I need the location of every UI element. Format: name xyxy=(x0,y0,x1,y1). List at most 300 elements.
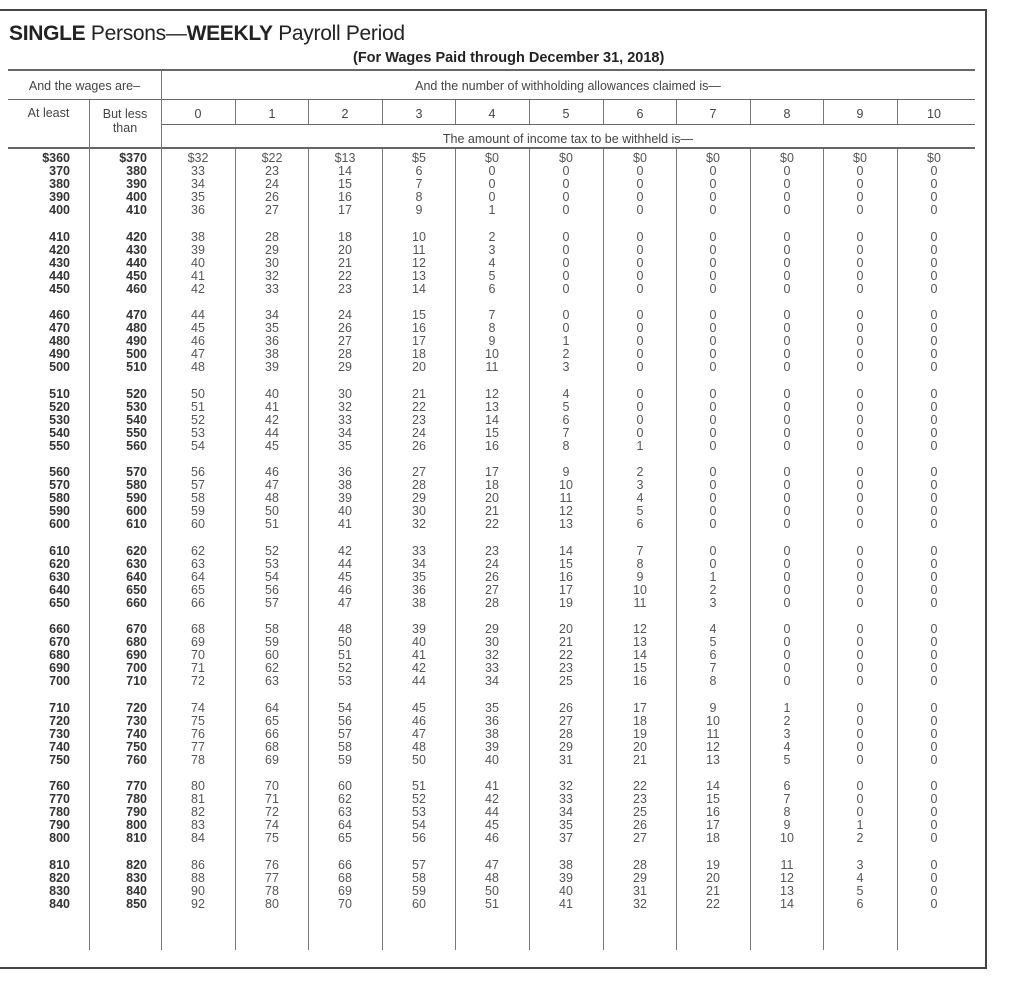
cell-amount-allowance-8: 0 xyxy=(783,674,791,689)
cell-at-least: 630 xyxy=(49,569,70,584)
cell-amount-allowance-8: 4 xyxy=(783,739,791,754)
cell-amount-allowance-6: 0 xyxy=(636,347,644,362)
allowance-column-header: 1 xyxy=(268,107,276,121)
cell-amount-allowance-2: 69 xyxy=(338,883,352,898)
cell-at-least: 810 xyxy=(49,857,70,872)
cell-amount-allowance-4: 34 xyxy=(485,674,499,689)
cell-but-less-than: 480 xyxy=(126,321,147,336)
cell-at-least: 500 xyxy=(49,360,70,375)
cell-at-least: 700 xyxy=(49,674,70,689)
cell-amount-allowance-8: 0 xyxy=(783,622,791,636)
cell-amount-allowance-6: 14 xyxy=(633,648,647,663)
cell-amount-allowance-10: 0 xyxy=(930,517,938,532)
cell-but-less-than: 420 xyxy=(126,229,147,244)
allowance-column-header: 7 xyxy=(709,107,717,121)
cell-at-least: 560 xyxy=(49,465,70,479)
allowance-column-header: 2 xyxy=(341,107,349,121)
cell-amount-allowance-7: 13 xyxy=(706,752,720,767)
cell-at-least: 770 xyxy=(49,792,70,807)
cell-amount-allowance-0: 45 xyxy=(191,321,205,336)
cell-amount-allowance-10: 0 xyxy=(930,425,938,440)
cell-amount-allowance-5: 25 xyxy=(559,674,573,689)
cell-amount-allowance-9: 0 xyxy=(856,635,864,650)
cell-amount-allowance-9: 0 xyxy=(856,281,864,296)
cell-amount-allowance-6: 0 xyxy=(636,229,644,244)
cell-but-less-than: 530 xyxy=(126,399,147,414)
allowance-column-header: 10 xyxy=(927,107,941,121)
cell-amount-allowance-0: 92 xyxy=(191,896,205,911)
cell-amount-allowance-4: 33 xyxy=(485,661,499,676)
cell-amount-allowance-0: 39 xyxy=(191,242,205,257)
cell-amount-allowance-5: 39 xyxy=(559,870,573,885)
cell-amount-allowance-0: 44 xyxy=(191,308,205,322)
cell-amount-allowance-1: 52 xyxy=(265,543,279,558)
cell-amount-allowance-4: 4 xyxy=(488,255,496,270)
cell-amount-allowance-0: 88 xyxy=(191,870,205,885)
cell-amount-allowance-8: $0 xyxy=(780,151,794,165)
cell-amount-allowance-0: 59 xyxy=(191,504,205,519)
cell-amount-allowance-4: 45 xyxy=(485,818,499,833)
cell-amount-allowance-6: 25 xyxy=(633,805,647,820)
cell-amount-allowance-4: 12 xyxy=(485,386,499,401)
cell-amount-allowance-2: 36 xyxy=(338,465,352,479)
cell-amount-allowance-8: 13 xyxy=(780,883,794,898)
cell-amount-allowance-7: 8 xyxy=(709,674,717,689)
cell-amount-allowance-7: 12 xyxy=(706,739,720,754)
cell-amount-allowance-7: 17 xyxy=(706,818,720,833)
cell-amount-allowance-4: 50 xyxy=(485,883,499,898)
cell-amount-allowance-10: 0 xyxy=(930,739,938,754)
cell-amount-allowance-3: 47 xyxy=(412,726,426,741)
cell-amount-allowance-2: 34 xyxy=(338,425,352,440)
cell-amount-allowance-1: 48 xyxy=(265,491,279,506)
cell-amount-allowance-5: 3 xyxy=(562,360,570,375)
cell-at-least: 410 xyxy=(49,229,70,244)
cell-amount-allowance-1: 35 xyxy=(265,321,279,336)
cell-amount-allowance-8: 9 xyxy=(783,818,791,833)
cell-amount-allowance-8: 0 xyxy=(783,543,791,558)
cell-amount-allowance-7: 2 xyxy=(709,582,717,597)
cell-amount-allowance-10: 0 xyxy=(930,582,938,597)
cell-amount-allowance-2: $13 xyxy=(334,151,356,165)
cell-amount-allowance-0: 54 xyxy=(191,438,205,453)
cell-amount-allowance-10: 0 xyxy=(930,569,938,584)
cell-amount-allowance-10: 0 xyxy=(930,831,938,846)
allowance-column-header: 6 xyxy=(636,107,644,121)
cell-but-less-than: 620 xyxy=(126,543,147,558)
cell-amount-allowance-10: 0 xyxy=(930,870,938,885)
cell-amount-allowance-2: 22 xyxy=(338,268,352,283)
cell-amount-allowance-6: 0 xyxy=(636,177,644,192)
cell-amount-allowance-5: 8 xyxy=(562,438,570,453)
cell-amount-allowance-6: 0 xyxy=(636,255,644,270)
cell-amount-allowance-7: 4 xyxy=(709,622,717,636)
cell-at-least: 600 xyxy=(49,517,70,532)
cell-amount-allowance-5: 0 xyxy=(562,203,570,218)
cell-amount-allowance-7: 0 xyxy=(709,478,717,493)
cell-amount-allowance-9: 5 xyxy=(856,883,864,898)
cell-amount-allowance-5: 33 xyxy=(559,792,573,807)
cell-amount-allowance-5: 0 xyxy=(562,308,570,322)
cell-amount-allowance-7: 14 xyxy=(706,779,720,793)
cell-amount-allowance-7: 0 xyxy=(709,255,717,270)
cell-amount-allowance-4: 22 xyxy=(485,517,499,532)
cell-amount-allowance-3: 53 xyxy=(412,805,426,820)
cell-at-least: 760 xyxy=(49,779,70,793)
cell-amount-allowance-3: 11 xyxy=(412,242,426,257)
cell-amount-allowance-9: 0 xyxy=(856,713,864,728)
cell-amount-allowance-2: 60 xyxy=(338,779,352,793)
cell-amount-allowance-0: 76 xyxy=(191,726,205,741)
cell-amount-allowance-9: 0 xyxy=(856,229,864,244)
cell-amount-allowance-10: 0 xyxy=(930,648,938,663)
cell-amount-allowance-7: 0 xyxy=(709,190,717,205)
cell-amount-allowance-4: 38 xyxy=(485,726,499,741)
cell-amount-allowance-5: 12 xyxy=(559,504,573,519)
cell-amount-allowance-10: 0 xyxy=(930,399,938,414)
cell-amount-allowance-1: 46 xyxy=(265,465,279,479)
cell-amount-allowance-6: 5 xyxy=(636,504,644,519)
cell-amount-allowance-1: $22 xyxy=(261,151,283,165)
cell-amount-allowance-8: 0 xyxy=(783,203,791,218)
cell-amount-allowance-8: 0 xyxy=(783,229,791,244)
cell-amount-allowance-5: 14 xyxy=(559,543,573,558)
cell-at-least: 800 xyxy=(49,831,70,846)
cell-amount-allowance-6: 13 xyxy=(633,635,647,650)
cell-amount-allowance-6: 31 xyxy=(633,883,647,898)
cell-amount-allowance-0: 52 xyxy=(191,412,205,427)
cell-amount-allowance-9: $0 xyxy=(853,151,867,165)
cell-at-least: 680 xyxy=(49,648,70,663)
cell-amount-allowance-5: 34 xyxy=(559,805,573,820)
cell-amount-allowance-5: 16 xyxy=(559,569,573,584)
cell-amount-allowance-4: 10 xyxy=(485,347,499,362)
cell-amount-allowance-0: 72 xyxy=(191,674,205,689)
cell-amount-allowance-1: 60 xyxy=(265,648,279,663)
cell-amount-allowance-6: 0 xyxy=(636,399,644,414)
cell-amount-allowance-4: 24 xyxy=(485,556,499,571)
cell-amount-allowance-5: 0 xyxy=(562,242,570,257)
cell-but-less-than: 410 xyxy=(126,203,147,218)
cell-amount-allowance-8: 7 xyxy=(783,792,791,807)
cell-amount-allowance-4: 48 xyxy=(485,870,499,885)
cell-amount-allowance-6: 0 xyxy=(636,268,644,283)
cell-but-less-than: 560 xyxy=(126,438,147,453)
cell-amount-allowance-2: 28 xyxy=(338,347,352,362)
cell-amount-allowance-9: 6 xyxy=(856,896,864,911)
cell-amount-allowance-6: 17 xyxy=(633,700,647,715)
cell-amount-allowance-4: 16 xyxy=(485,438,499,453)
cell-but-less-than: 690 xyxy=(126,648,147,663)
cell-amount-allowance-9: 2 xyxy=(856,831,864,846)
cell-at-least: 580 xyxy=(49,491,70,506)
cell-amount-allowance-4: 47 xyxy=(485,857,499,872)
cell-amount-allowance-6: 23 xyxy=(633,792,647,807)
cell-amount-allowance-0: 33 xyxy=(191,164,205,179)
cell-amount-allowance-3: 15 xyxy=(412,308,426,322)
cell-amount-allowance-6: 10 xyxy=(633,582,647,597)
cell-amount-allowance-6: 0 xyxy=(636,242,644,257)
cell-amount-allowance-6: 11 xyxy=(633,595,647,610)
cell-amount-allowance-6: 0 xyxy=(636,190,644,205)
cell-amount-allowance-5: 31 xyxy=(559,752,573,767)
cell-amount-allowance-7: 5 xyxy=(709,635,717,650)
cell-amount-allowance-5: 0 xyxy=(562,281,570,296)
cell-amount-allowance-6: 27 xyxy=(633,831,647,846)
title-weekly: WEEKLY xyxy=(186,22,273,45)
cell-amount-allowance-1: 26 xyxy=(265,190,279,205)
cell-amount-allowance-5: 0 xyxy=(562,255,570,270)
cell-amount-allowance-0: 62 xyxy=(191,543,205,558)
rule-top xyxy=(8,69,975,71)
cell-amount-allowance-5: 21 xyxy=(559,635,573,650)
title-persons: Persons— xyxy=(85,22,187,45)
cell-but-less-than: 640 xyxy=(126,569,147,584)
cell-amount-allowance-1: 47 xyxy=(265,478,279,493)
cell-but-less-than: 730 xyxy=(126,713,147,728)
cell-at-least: 570 xyxy=(49,478,70,493)
cell-but-less-than: 750 xyxy=(126,739,147,754)
cell-amount-allowance-9: 0 xyxy=(856,674,864,689)
cell-amount-allowance-9: 0 xyxy=(856,203,864,218)
cell-amount-allowance-4: 41 xyxy=(485,779,499,793)
cell-amount-allowance-8: 5 xyxy=(783,752,791,767)
cell-amount-allowance-1: 54 xyxy=(265,569,279,584)
cell-amount-allowance-3: 54 xyxy=(412,818,426,833)
cell-amount-allowance-10: 0 xyxy=(930,242,938,257)
cell-but-less-than: 550 xyxy=(126,425,147,440)
cell-amount-allowance-2: 35 xyxy=(338,438,352,453)
cell-amount-allowance-5: 27 xyxy=(559,713,573,728)
cell-amount-allowance-9: 0 xyxy=(856,805,864,820)
cell-amount-allowance-0: 80 xyxy=(191,779,205,793)
cell-amount-allowance-4: 20 xyxy=(485,491,499,506)
cell-amount-allowance-3: 23 xyxy=(412,412,426,427)
cell-amount-allowance-7: 22 xyxy=(706,896,720,911)
cell-amount-allowance-10: 0 xyxy=(930,360,938,375)
cell-amount-allowance-2: 23 xyxy=(338,281,352,296)
cell-amount-allowance-10: 0 xyxy=(930,386,938,401)
cell-amount-allowance-8: 0 xyxy=(783,478,791,493)
cell-but-less-than: 780 xyxy=(126,792,147,807)
cell-amount-allowance-4: 0 xyxy=(488,190,496,205)
cell-amount-allowance-1: 74 xyxy=(265,818,279,833)
cell-amount-allowance-3: 32 xyxy=(412,517,426,532)
cell-at-least: 830 xyxy=(49,883,70,898)
cell-amount-allowance-8: 0 xyxy=(783,635,791,650)
cell-but-less-than: 830 xyxy=(126,870,147,885)
cell-amount-allowance-2: 21 xyxy=(338,255,352,270)
cell-at-least: 620 xyxy=(49,556,70,571)
cell-amount-allowance-5: $0 xyxy=(559,151,573,165)
allowance-column-header: 5 xyxy=(562,107,570,121)
cell-amount-allowance-3: 21 xyxy=(412,386,426,401)
cell-amount-allowance-0: 60 xyxy=(191,517,205,532)
cell-amount-allowance-10: 0 xyxy=(930,164,938,179)
cell-amount-allowance-5: 0 xyxy=(562,190,570,205)
cell-amount-allowance-3: 16 xyxy=(412,321,426,336)
cell-amount-allowance-3: 44 xyxy=(412,674,426,689)
cell-amount-allowance-4: $0 xyxy=(485,151,499,165)
cell-amount-allowance-3: 8 xyxy=(415,190,423,205)
cell-but-less-than: 840 xyxy=(126,883,147,898)
cell-amount-allowance-2: 63 xyxy=(338,805,352,820)
cell-amount-allowance-4: 0 xyxy=(488,164,496,179)
cell-at-least: 420 xyxy=(49,242,70,257)
cell-amount-allowance-8: 0 xyxy=(783,491,791,506)
cell-amount-allowance-8: 0 xyxy=(783,177,791,192)
cell-amount-allowance-2: 70 xyxy=(338,896,352,911)
cell-amount-allowance-10: 0 xyxy=(930,635,938,650)
cell-amount-allowance-0: 71 xyxy=(191,661,205,676)
cell-amount-allowance-5: 4 xyxy=(562,386,570,401)
cell-amount-allowance-0: 40 xyxy=(191,255,205,270)
cell-at-least: 390 xyxy=(49,190,70,205)
cell-at-least: 470 xyxy=(49,321,70,336)
cell-amount-allowance-10: 0 xyxy=(930,674,938,689)
cell-amount-allowance-6: 0 xyxy=(636,425,644,440)
cell-amount-allowance-6: 0 xyxy=(636,281,644,296)
cell-amount-allowance-5: 29 xyxy=(559,739,573,754)
cell-amount-allowance-3: 39 xyxy=(412,622,426,636)
cell-amount-allowance-3: 48 xyxy=(412,739,426,754)
cell-amount-allowance-10: 0 xyxy=(930,229,938,244)
cell-but-less-than: 570 xyxy=(126,465,147,479)
cell-but-less-than: 670 xyxy=(126,622,147,636)
cell-amount-allowance-3: 34 xyxy=(412,556,426,571)
cell-amount-allowance-7: 0 xyxy=(709,321,717,336)
cell-amount-allowance-1: 27 xyxy=(265,203,279,218)
cell-amount-allowance-8: 0 xyxy=(783,164,791,179)
cell-at-least: 670 xyxy=(49,635,70,650)
cell-but-less-than: 430 xyxy=(126,242,147,257)
cell-amount-allowance-10: 0 xyxy=(930,713,938,728)
cell-at-least: 480 xyxy=(49,334,70,349)
cell-amount-allowance-7: 1 xyxy=(709,569,717,584)
cell-amount-allowance-4: 6 xyxy=(488,281,496,296)
cell-at-least: 780 xyxy=(49,805,70,820)
cell-amount-allowance-3: 56 xyxy=(412,831,426,846)
cell-amount-allowance-7: 0 xyxy=(709,465,717,479)
cell-amount-allowance-5: 0 xyxy=(562,268,570,283)
cell-amount-allowance-0: 57 xyxy=(191,478,205,493)
page-title xyxy=(9,22,405,46)
cell-amount-allowance-10: 0 xyxy=(930,190,938,205)
cell-amount-allowance-10: 0 xyxy=(930,321,938,336)
cell-but-less-than: 450 xyxy=(126,268,147,283)
cell-amount-allowance-9: 0 xyxy=(856,360,864,375)
allowance-column-header: 4 xyxy=(488,107,496,121)
cell-amount-allowance-0: 58 xyxy=(191,491,205,506)
cell-amount-allowance-4: 21 xyxy=(485,504,499,519)
cell-amount-allowance-9: 0 xyxy=(856,661,864,676)
cell-amount-allowance-8: 0 xyxy=(783,242,791,257)
cell-but-less-than: 630 xyxy=(126,556,147,571)
cell-amount-allowance-2: 59 xyxy=(338,752,352,767)
rule-wages-header xyxy=(8,99,975,100)
cell-amount-allowance-4: 42 xyxy=(485,792,499,807)
cell-amount-allowance-9: 1 xyxy=(856,818,864,833)
cell-amount-allowance-9: 0 xyxy=(856,726,864,741)
cell-amount-allowance-7: 0 xyxy=(709,334,717,349)
cell-amount-allowance-9: 0 xyxy=(856,491,864,506)
cell-amount-allowance-9: 0 xyxy=(856,582,864,597)
cell-amount-allowance-8: 0 xyxy=(783,661,791,676)
cell-amount-allowance-1: 34 xyxy=(265,308,279,322)
cell-but-less-than: 500 xyxy=(126,347,147,362)
cell-amount-allowance-8: 0 xyxy=(783,399,791,414)
cell-amount-allowance-4: 5 xyxy=(488,268,496,283)
cell-amount-allowance-3: 57 xyxy=(412,857,426,872)
cell-amount-allowance-3: 58 xyxy=(412,870,426,885)
cell-amount-allowance-9: 0 xyxy=(856,242,864,257)
cell-amount-allowance-1: 68 xyxy=(265,739,279,754)
cell-amount-allowance-9: 0 xyxy=(856,465,864,479)
cell-amount-allowance-9: 0 xyxy=(856,569,864,584)
cell-amount-allowance-5: 2 xyxy=(562,347,570,362)
cell-amount-allowance-2: 30 xyxy=(338,386,352,401)
cell-amount-allowance-0: 77 xyxy=(191,739,205,754)
cell-but-less-than: 510 xyxy=(126,360,147,375)
cell-amount-allowance-1: 76 xyxy=(265,857,279,872)
cell-but-less-than: 380 xyxy=(126,164,147,179)
cell-amount-allowance-5: 15 xyxy=(559,556,573,571)
header-wages-are: And the wages are– xyxy=(28,79,141,93)
cell-amount-allowance-5: 32 xyxy=(559,779,573,793)
cell-amount-allowance-9: 0 xyxy=(856,164,864,179)
cell-amount-allowance-0: 81 xyxy=(191,792,205,807)
cell-amount-allowance-5: 22 xyxy=(559,648,573,663)
cell-amount-allowance-10: 0 xyxy=(930,268,938,283)
cell-amount-allowance-3: 36 xyxy=(412,582,426,597)
cell-amount-allowance-6: 26 xyxy=(633,818,647,833)
cell-amount-allowance-3: 22 xyxy=(412,399,426,414)
cell-amount-allowance-10: 0 xyxy=(930,203,938,218)
cell-amount-allowance-8: 0 xyxy=(783,321,791,336)
cell-but-less-than: 610 xyxy=(126,517,147,532)
cell-amount-allowance-7: 6 xyxy=(709,648,717,663)
cell-amount-allowance-5: 11 xyxy=(559,491,573,506)
cell-amount-allowance-7: 7 xyxy=(709,661,717,676)
cell-amount-allowance-3: 30 xyxy=(412,504,426,519)
cell-amount-allowance-3: 45 xyxy=(412,700,426,715)
cell-amount-allowance-7: 15 xyxy=(706,792,720,807)
cell-amount-allowance-10: 0 xyxy=(930,491,938,506)
cell-amount-allowance-4: 28 xyxy=(485,595,499,610)
cell-amount-allowance-1: 66 xyxy=(265,726,279,741)
cell-amount-allowance-0: 69 xyxy=(191,635,205,650)
cell-amount-allowance-6: 21 xyxy=(633,752,647,767)
cell-amount-allowance-8: 11 xyxy=(780,857,794,872)
cell-amount-allowance-5: 35 xyxy=(559,818,573,833)
cell-amount-allowance-4: 40 xyxy=(485,752,499,767)
cell-amount-allowance-3: 7 xyxy=(415,177,423,192)
cell-amount-allowance-6: 0 xyxy=(636,360,644,375)
cell-amount-allowance-6: 0 xyxy=(636,308,644,322)
cell-amount-allowance-5: 13 xyxy=(559,517,573,532)
cell-amount-allowance-3: 20 xyxy=(412,360,426,375)
cell-amount-allowance-3: 24 xyxy=(412,425,426,440)
cell-amount-allowance-3: 38 xyxy=(412,595,426,610)
cell-amount-allowance-8: 0 xyxy=(783,268,791,283)
cell-amount-allowance-4: 14 xyxy=(485,412,499,427)
cell-but-less-than: 460 xyxy=(126,281,147,296)
cell-at-least: $360 xyxy=(42,151,70,165)
cell-amount-allowance-3: 52 xyxy=(412,792,426,807)
cell-amount-allowance-1: 59 xyxy=(265,635,279,650)
rule-allowance-numbers xyxy=(161,124,975,125)
cell-amount-allowance-3: 46 xyxy=(412,713,426,728)
